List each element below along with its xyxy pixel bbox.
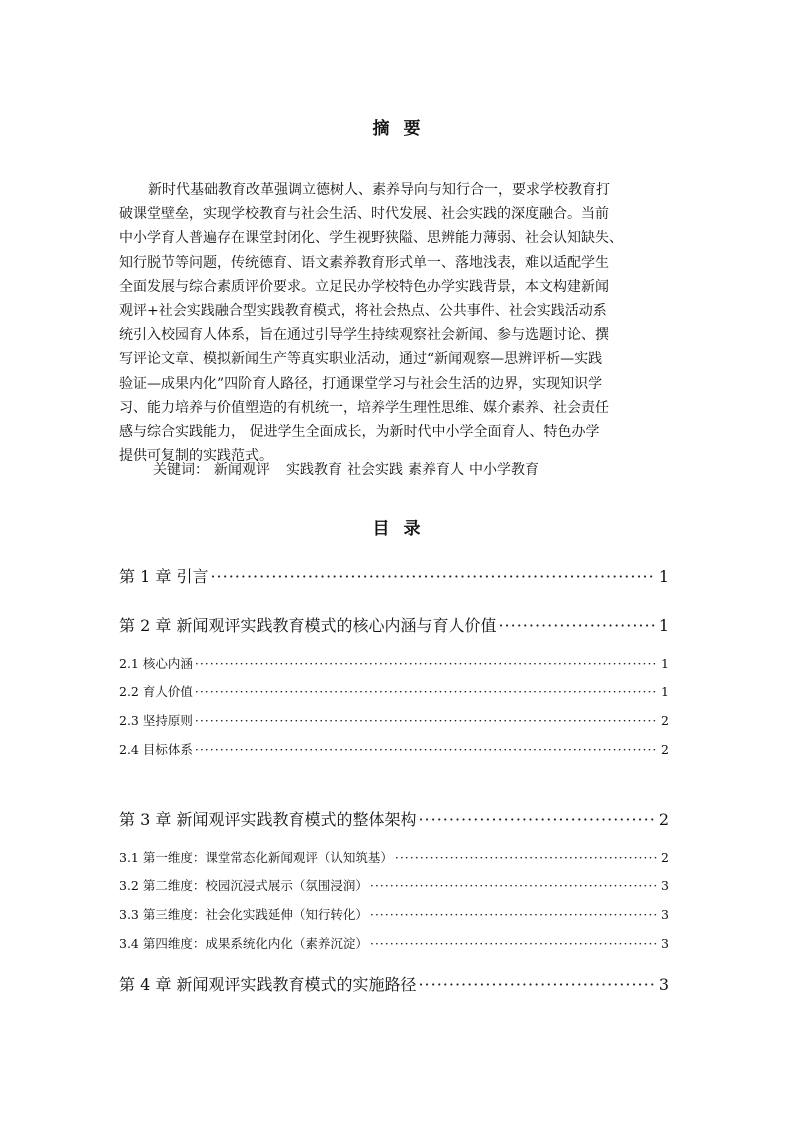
toc-entry[interactable] bbox=[119, 654, 669, 672]
abstract-line: 破课堂壁垒，实现学校教育与社会生活、时代发展、社会实践的深度融合。当前 bbox=[119, 206, 609, 223]
toc-entry-label: 第 3 章 新闻观评实践教育模式的整体架构 bbox=[119, 810, 417, 829]
toc-entry-label: 2.2 育人价值 bbox=[119, 684, 193, 699]
toc-entry-page: 3 bbox=[661, 907, 669, 922]
keyword: 中小学教育 bbox=[469, 462, 539, 478]
abstract-line: 提供可复制的实践范式。 bbox=[119, 448, 273, 465]
abstract-line: 验证—成果内化”四阶育人路径，打通课堂学习与社会生活的边界，实现知识学 bbox=[119, 375, 603, 392]
abstract-line: 中小学育人普遍存在课堂封闭化、学生视野狭隘、思辨能力薄弱、社会认知缺失、 bbox=[119, 230, 623, 247]
toc-entry[interactable] bbox=[119, 740, 669, 758]
toc-entry-label: 第 1 章 引言 bbox=[119, 567, 209, 586]
keywords-label: 关键词： bbox=[153, 462, 209, 478]
toc-title: 目录 bbox=[372, 519, 435, 539]
toc-entry[interactable] bbox=[119, 682, 669, 700]
toc-entry[interactable] bbox=[119, 848, 669, 866]
toc-entry-page: 1 bbox=[658, 567, 669, 586]
keyword: 实践教育 bbox=[286, 462, 342, 478]
toc-entry[interactable] bbox=[119, 711, 669, 729]
toc-entry-label: 3.3 第三维度：社会化实践延伸（知行转化） bbox=[119, 907, 368, 922]
toc-entry-label: 第 4 章 新闻观评实践教育模式的实施路径 bbox=[119, 975, 417, 994]
abstract-line: 感与综合实践能力， 促进学生全面成长，为新时代中小学全面育人、特色办学 bbox=[119, 424, 600, 441]
toc-leader bbox=[418, 975, 654, 994]
keywords-line bbox=[153, 459, 544, 479]
toc-entry-page: 3 bbox=[661, 936, 669, 951]
toc-leader bbox=[498, 616, 654, 635]
toc-entry-label: 3.2 第二维度：校园沉浸式展示（氛围浸润） bbox=[119, 878, 368, 893]
toc-entry-page: 1 bbox=[658, 616, 669, 635]
toc-entry[interactable] bbox=[119, 876, 669, 894]
toc-entry[interactable] bbox=[119, 934, 669, 952]
toc-entry[interactable] bbox=[119, 564, 669, 587]
toc-entry-label: 2.3 坚持原则 bbox=[119, 713, 193, 728]
abstract-line: 全面发展与综合素质评价要求。立足民办学校特色办学实践背景，本文构建新闻 bbox=[119, 278, 609, 295]
toc-entry[interactable] bbox=[119, 972, 669, 995]
abstract-line: 统引入校园育人体系，旨在通过引导学生持续观察社会新闻、参与选题讨论、撰 bbox=[119, 327, 609, 344]
abstract-line: 写评论文章、模拟新闻生产等真实职业活动，通过“新闻观察—思辨评析—实践 bbox=[119, 351, 603, 368]
keyword: 社会实践 bbox=[347, 462, 403, 478]
toc-entry-page: 1 bbox=[661, 684, 669, 699]
toc-entry-page: 2 bbox=[661, 850, 669, 865]
toc-leader bbox=[195, 684, 657, 699]
toc-leader bbox=[395, 850, 657, 865]
toc-entry-label: 第 2 章 新闻观评实践教育模式的核心内涵与育人价值 bbox=[119, 616, 497, 635]
toc-entry-page: 3 bbox=[658, 975, 669, 994]
toc-leader bbox=[195, 656, 657, 671]
toc-leader bbox=[195, 713, 657, 728]
abstract-title: 摘要 bbox=[372, 119, 435, 139]
abstract-line: 新时代基础教育改革强调立德树人、素养导向与知行合一，要求学校教育打 bbox=[148, 182, 610, 198]
toc-entry[interactable] bbox=[119, 613, 669, 636]
toc-entry-page: 2 bbox=[661, 713, 669, 728]
toc-entry-label: 2.4 目标体系 bbox=[119, 742, 193, 757]
abstract-line: 知行脱节等问题，传统德育、语文素养教育形式单一、落地浅表，难以适配学生 bbox=[119, 254, 609, 271]
keyword: 新闻观评 bbox=[214, 462, 270, 478]
keyword: 素养育人 bbox=[408, 462, 464, 478]
toc-entry-page: 2 bbox=[661, 742, 669, 757]
toc-entry-page: 1 bbox=[661, 656, 669, 671]
abstract-line: 观评+社会实践融合型实践教育模式，将社会热点、公共事件、社会实践活动系 bbox=[119, 303, 607, 320]
abstract-body bbox=[119, 178, 671, 468]
toc-leader bbox=[418, 810, 654, 829]
toc-entry-label: 3.1 第一维度：课堂常态化新闻观评（认知筑基） bbox=[119, 850, 393, 865]
toc-entry-page: 3 bbox=[661, 878, 669, 893]
toc-leader bbox=[370, 878, 657, 893]
toc-entry-label: 2.1 核心内涵 bbox=[119, 656, 193, 671]
toc-leader bbox=[370, 907, 657, 922]
toc-leader bbox=[370, 936, 657, 951]
toc-entry[interactable] bbox=[119, 905, 669, 923]
abstract-line: 习、能力培养与价值塑造的有机统一，培养学生理性思维、媒介素养、社会责任 bbox=[119, 399, 609, 416]
toc-leader bbox=[195, 742, 657, 757]
toc-entry-label: 3.4 第四维度：成果系统化内化（素养沉淀） bbox=[119, 936, 368, 951]
toc-entry[interactable] bbox=[119, 807, 669, 830]
toc-leader bbox=[210, 567, 654, 586]
toc-entry-page: 2 bbox=[658, 810, 669, 829]
